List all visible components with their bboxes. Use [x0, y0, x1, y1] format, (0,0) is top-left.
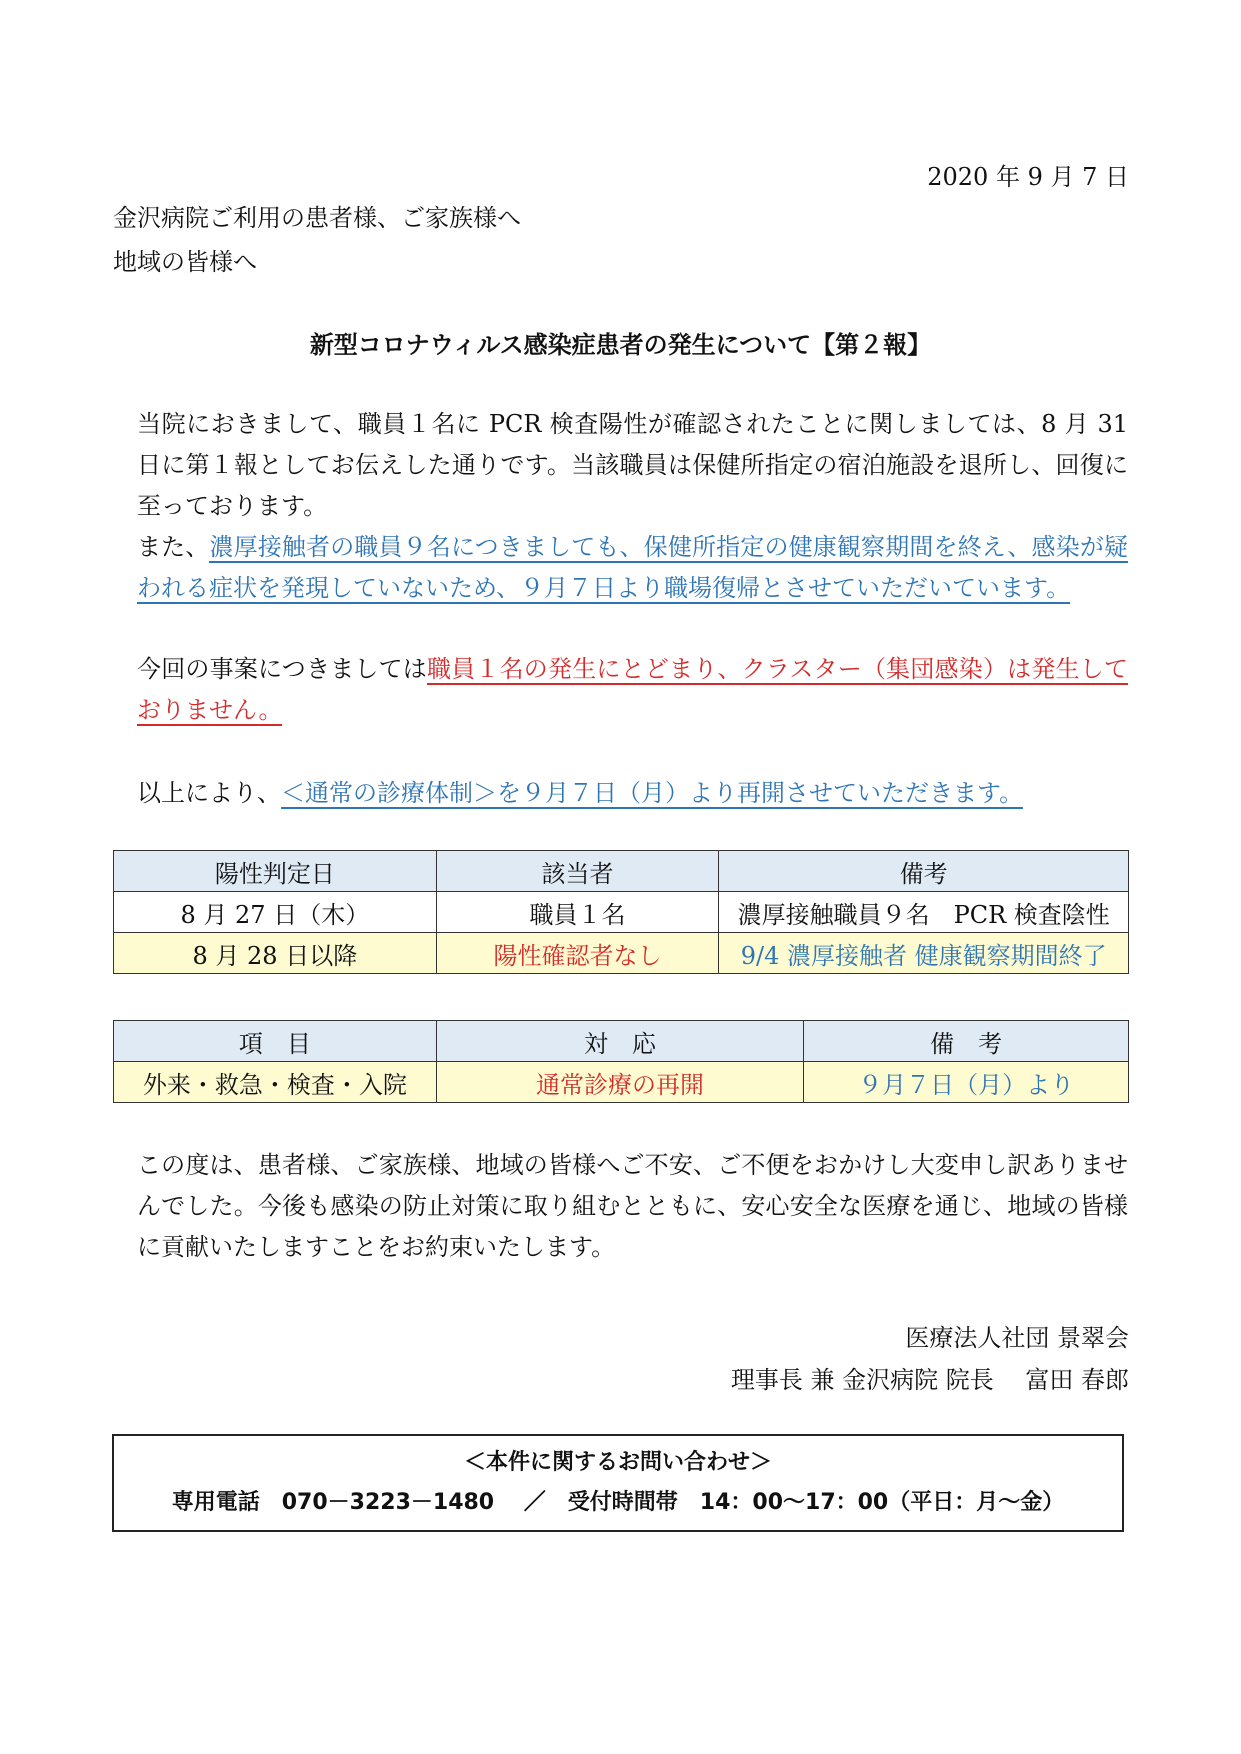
table-cell: ９月７日（月）より	[804, 1062, 1129, 1103]
table-header-row	[114, 1021, 1129, 1062]
body-section-2	[113, 649, 1128, 731]
table-cell: 9/4 濃厚接触者 健康観察期間終了	[719, 933, 1129, 974]
table-cell: 陽性確認者なし	[436, 933, 719, 974]
table-header-cell: 備 考	[804, 1021, 1129, 1062]
table-header-cell: 該当者	[436, 851, 719, 892]
table-cell: 通常診療の再開	[436, 1062, 804, 1103]
table-cell: 職員１名	[436, 892, 719, 933]
table-cell: 外来・救急・検査・入院	[114, 1062, 437, 1103]
body-section-4	[113, 1145, 1128, 1268]
contact-box	[112, 1434, 1124, 1532]
table-cell: 8 月 28 日以降	[114, 933, 437, 974]
paragraph-no-cluster	[113, 649, 1128, 731]
table-row	[114, 1062, 1129, 1103]
contact-line: 専用電話 070－3223－1480 ／ 受付時間帯 14：00～17：00（平日：月～金）	[171, 1490, 1065, 1515]
paragraph-apology: この度は、患者様、ご家族様、地域の皆様へご不安、ご不便をおかけし大変申し訳ありませんでした。今後も感染の防止対策に取り組むとともに、安心安全な医療を通じ、地域の皆様に貢献いたしますことをお約束いたします。	[137, 1151, 1128, 1261]
signature-organization: 医療法人社団 景翠会	[905, 1324, 1129, 1352]
table-row	[114, 933, 1129, 974]
contact-heading: ＜本件に関するお問い合わせ＞	[463, 1450, 772, 1475]
paragraph-lead: 以上により、	[137, 779, 281, 807]
table-header-cell: 陽性判定日	[114, 851, 437, 892]
paragraph-lead: 今回の事案につきましては	[137, 655, 427, 683]
highlight-no-cluster: 職員１名の発生にとどまり、クラスター（集団感染）は発生しておりません。	[137, 655, 1128, 724]
paragraph-close-contacts	[113, 527, 1128, 609]
table-cell: 濃厚接触職員９名 PCR 検査陰性	[719, 892, 1129, 933]
table-header-cell: 備考	[719, 851, 1129, 892]
signature-director: 理事長 兼 金沢病院 院長 富田 春郎	[730, 1366, 1129, 1394]
paragraph-lead: また、	[137, 533, 210, 561]
highlight-resume: ＜通常の診療体制＞を９月７日（月）より再開させていただきます。	[281, 779, 1024, 807]
document-date: 2020 年 9 月 7 日	[927, 163, 1129, 191]
table-row	[114, 892, 1129, 933]
response-table	[113, 1020, 1129, 1103]
status-table	[113, 850, 1129, 974]
table-header-cell: 対 応	[436, 1021, 804, 1062]
document-title: 新型コロナウィルス感染症患者の発生について【第２報】	[309, 331, 932, 359]
paragraph-first-report: 当院におきまして、職員１名に PCR 検査陽性が確認されたことに関しましては、8 月 31 日に第１報としてお伝えした通りです。当該職員は保健所指定の宿泊施設を退所し、回復に至っております。	[137, 410, 1128, 520]
table-header-row	[114, 851, 1129, 892]
addressee-patients: 金沢病院ご利用の患者様、ご家族様へ	[113, 204, 521, 232]
paragraph-resume	[113, 773, 1128, 814]
body-section-3	[113, 773, 1128, 814]
addressee-community: 地域の皆様へ	[113, 248, 257, 276]
highlight-close-contacts: 濃厚接触者の職員９名につきましても、保健所指定の健康観察期間を終え、感染が疑われる症状を発現していないため、９月７日より職場復帰とさせていただいています。	[137, 533, 1128, 602]
body-section-1	[113, 404, 1128, 609]
table-cell: 8 月 27 日（木）	[114, 892, 437, 933]
table-header-cell: 項 目	[114, 1021, 437, 1062]
